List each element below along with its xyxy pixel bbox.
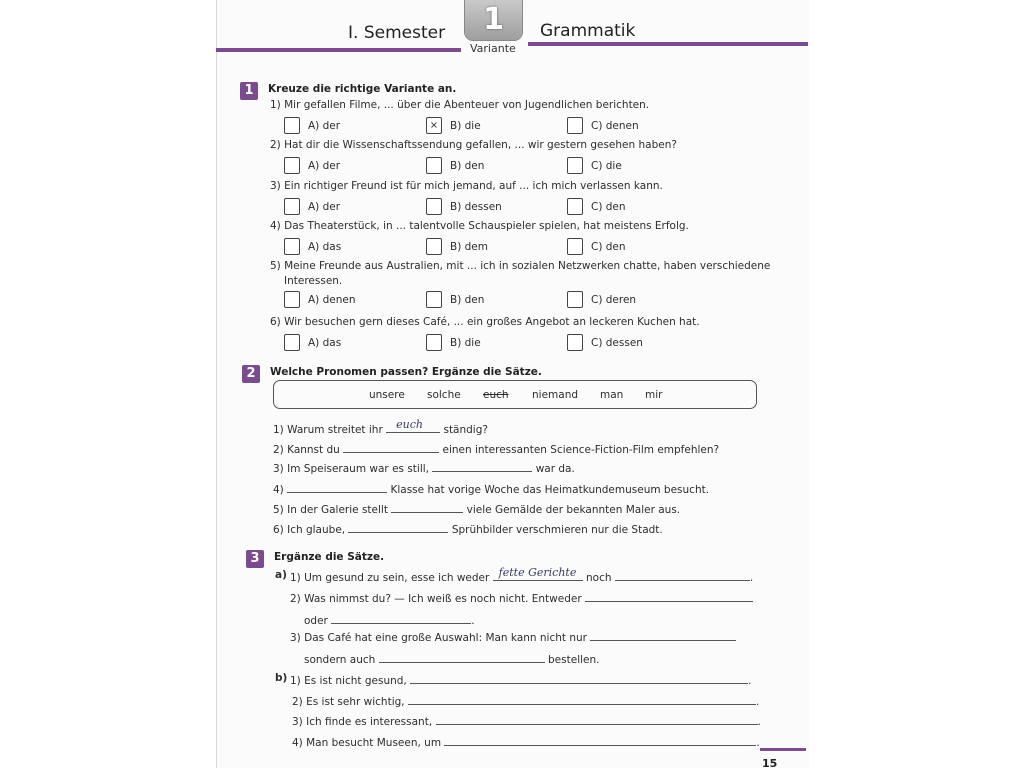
a2-dot: . — [471, 615, 475, 627]
question-1-option-c: C) denen — [591, 120, 639, 132]
a1-second-blank[interactable] — [615, 569, 750, 581]
question-6-checkbox-b[interactable] — [426, 334, 442, 351]
subject-title: Grammatik — [540, 21, 636, 41]
question-4-option-c: C) den — [591, 241, 626, 253]
question-4-option-a: A) das — [308, 241, 342, 253]
a3-line2 — [304, 651, 599, 666]
a1-sentence — [290, 566, 754, 584]
question-6-text: 6) Wir besuchen gern dieses Café, ... ein großes Angebot an leckeren Kuchen hat. — [270, 316, 700, 328]
question-5-checkbox-c[interactable] — [567, 291, 583, 308]
sentence-4-before: 4) — [273, 484, 284, 496]
a2-oder: oder — [304, 615, 328, 627]
part-a-label: a) — [275, 569, 287, 581]
question-4-checkbox-b[interactable] — [426, 238, 442, 255]
b-item-4-dot: . — [756, 737, 760, 749]
question-1-option-a: A) der — [308, 120, 341, 132]
sentence-1 — [273, 418, 488, 436]
b-item-4-blank[interactable] — [444, 734, 756, 746]
a1-mid: noch — [586, 572, 612, 584]
question-6-option-a: A) das — [308, 337, 342, 349]
word-bank-item: niemand — [532, 389, 579, 401]
task-3-title: Ergänze die Sätze. — [274, 551, 385, 563]
question-4-checkbox-c[interactable] — [567, 238, 583, 255]
question-1-checkbox-c[interactable] — [567, 117, 583, 134]
question-6-option-c: C) dessen — [591, 337, 643, 349]
question-4-option-b: B) dem — [450, 241, 488, 253]
b-item-3-dot: . — [757, 716, 761, 728]
sentence-4-after: Klasse hat vorige Woche das Heimatkundemuseum besucht. — [390, 484, 710, 496]
b-item-2-text: 2) Es ist sehr wichtig, — [292, 696, 405, 708]
question-4-text: 4) Das Theaterstück, in ... talentvolle Schauspieler spielen, hat meistens Erfolg. — [270, 220, 689, 232]
b-item-1-text: 1) Es ist nicht gesund, — [290, 675, 407, 687]
a2-line1: 2) Was nimmst du? — Ich weiß es noch nicht. Entweder — [290, 593, 582, 605]
a3-end: bestellen. — [548, 654, 600, 666]
a2-line2 — [304, 612, 475, 627]
word-bank-item: unsere — [369, 389, 405, 401]
question-5-checkbox-a[interactable] — [284, 291, 300, 308]
sentence-3-after: war da. — [535, 463, 575, 475]
question-4-checkbox-a[interactable] — [284, 238, 300, 255]
task-1-title: Kreuze die richtige Variante an. — [268, 83, 457, 95]
question-5-option-a: A) denen — [308, 294, 356, 306]
sentence-6-blank[interactable] — [348, 521, 448, 533]
footer-rule — [760, 748, 806, 751]
question-3-option-a: A) der — [308, 201, 341, 213]
question-2-option-c: C) die — [591, 160, 622, 172]
question-2-checkbox-b[interactable] — [426, 157, 442, 174]
sentence-5-blank[interactable] — [391, 501, 463, 513]
b-item-1-blank[interactable] — [410, 672, 748, 684]
sentence-4 — [273, 481, 709, 496]
variant-badge — [465, 0, 522, 40]
b-item-2-dot: . — [755, 696, 760, 708]
sentence-2-after: einen interessanten Science-Fiction-Film empfehlen? — [442, 444, 720, 456]
word-bank-item: euch — [483, 389, 509, 401]
a3-blank-2[interactable] — [379, 651, 545, 663]
sentence-5 — [273, 501, 680, 516]
question-2-option-a: A) der — [308, 160, 341, 172]
question-2-option-b: B) den — [450, 160, 485, 172]
sentence-3-before: 3) Im Speiseraum war es still, — [273, 463, 430, 475]
word-bank — [273, 380, 757, 409]
check-mark-icon: × — [429, 120, 439, 131]
task-2-title: Welche Pronomen passen? Ergänze die Sätze. — [270, 366, 542, 378]
b-item-3 — [292, 713, 761, 728]
sentence-2-blank[interactable] — [343, 441, 439, 453]
task-2-number: 2 — [242, 365, 260, 383]
semester-title: I. Semester — [348, 23, 446, 43]
question-1-text: 1) Mir gefallen Filme, ... über die Abenteuer von Jugendlichen berichten. — [270, 99, 650, 111]
question-3-text: 3) Ein richtiger Freund ist für mich jemand, auf ... ich mich verlassen kann. — [270, 180, 663, 192]
variant-number: 1 — [483, 2, 504, 37]
a3-sentence — [290, 629, 736, 644]
sentence-5-after: viele Gemälde der bekannten Maler aus. — [466, 504, 681, 516]
a2-blank-2[interactable] — [331, 612, 471, 624]
word-bank-item: mir — [645, 389, 663, 401]
question-3-option-b: B) dessen — [450, 201, 502, 213]
variant-label: Variante — [470, 42, 516, 55]
question-3-checkbox-b[interactable] — [426, 198, 442, 215]
b-item-3-text: 3) Ich finde es interessant, — [292, 716, 433, 728]
question-6-option-b: B) die — [450, 337, 481, 349]
sentence-1-before: 1) Warum streitet ihr — [273, 424, 383, 436]
question-5-option-c: C) deren — [591, 294, 637, 306]
question-1-checkbox-b[interactable] — [426, 117, 442, 134]
question-3-checkbox-c[interactable] — [567, 198, 583, 215]
a3-sondern: sondern auch — [304, 654, 376, 666]
a3-blank-1[interactable] — [590, 629, 736, 641]
b-item-1-dot: . — [748, 675, 752, 687]
sentence-3 — [273, 460, 575, 475]
sentence-3-blank[interactable] — [432, 460, 532, 472]
part-b-label: b) — [275, 672, 288, 684]
sentence-6 — [273, 521, 663, 536]
b-item-2-blank[interactable] — [408, 693, 756, 705]
question-5-checkbox-b[interactable] — [426, 291, 442, 308]
a1-before: 1) Um gesund zu sein, esse ich weder — [290, 572, 490, 584]
a1-answer-blank[interactable] — [493, 566, 583, 581]
sentence-1-handwritten-answer: euch — [396, 418, 423, 431]
sentence-5-before: 5) In der Galerie stellt — [273, 504, 388, 516]
b-item-3-blank[interactable] — [436, 713, 758, 725]
sentence-6-before: 6) Ich glaube, — [273, 524, 346, 536]
sentence-2 — [273, 441, 719, 456]
sentence-4-blank[interactable] — [287, 481, 387, 493]
b-item-2 — [292, 693, 759, 708]
word-bank-item: man — [600, 389, 624, 401]
header-rule-left — [216, 48, 461, 52]
task-3-number: 3 — [246, 550, 264, 568]
sentence-1-blank[interactable] — [386, 418, 440, 433]
a2-sentence — [290, 590, 753, 605]
question-5-option-b: B) den — [450, 294, 485, 306]
header-rule-right — [528, 42, 808, 46]
sentence-2-before: 2) Kannst du — [273, 444, 340, 456]
b-item-4 — [292, 734, 760, 749]
question-1-checkbox-a[interactable] — [284, 117, 300, 134]
b-item-1 — [290, 672, 751, 687]
page-number: 15 — [762, 757, 778, 770]
question-6-checkbox-a[interactable] — [284, 334, 300, 351]
a1-dot: . — [749, 572, 754, 584]
question-6-checkbox-c[interactable] — [567, 334, 583, 351]
sentence-6-after: Sprühbilder verschmieren nur die Stadt. — [451, 524, 663, 536]
question-2-checkbox-c[interactable] — [567, 157, 583, 174]
question-2-checkbox-a[interactable] — [284, 157, 300, 174]
question-3-checkbox-a[interactable] — [284, 198, 300, 215]
question-5-text-cont: Interessen. — [284, 275, 343, 287]
a2-blank-1[interactable] — [585, 590, 753, 602]
b-item-4-text: 4) Man besucht Museen, um — [292, 737, 442, 749]
a3-line1: 3) Das Café hat eine große Auswahl: Man kann nicht nur — [290, 632, 587, 644]
a1-handwritten-answer: fette Gerichte — [498, 566, 577, 579]
question-3-option-c: C) den — [591, 201, 626, 213]
word-bank-item: solche — [427, 389, 461, 401]
question-1-option-b: B) die — [450, 120, 481, 132]
question-2-text: 2) Hat dir die Wissenschaftssendung gefallen, ... wir gestern gesehen haben? — [270, 139, 677, 151]
sentence-1-after: ständig? — [443, 424, 488, 436]
question-5-text: 5) Meine Freunde aus Australien, mit ... ich in sozialen Netzwerken chatte, haben verschiedene — [270, 260, 771, 272]
task-1-number: 1 — [240, 82, 258, 100]
